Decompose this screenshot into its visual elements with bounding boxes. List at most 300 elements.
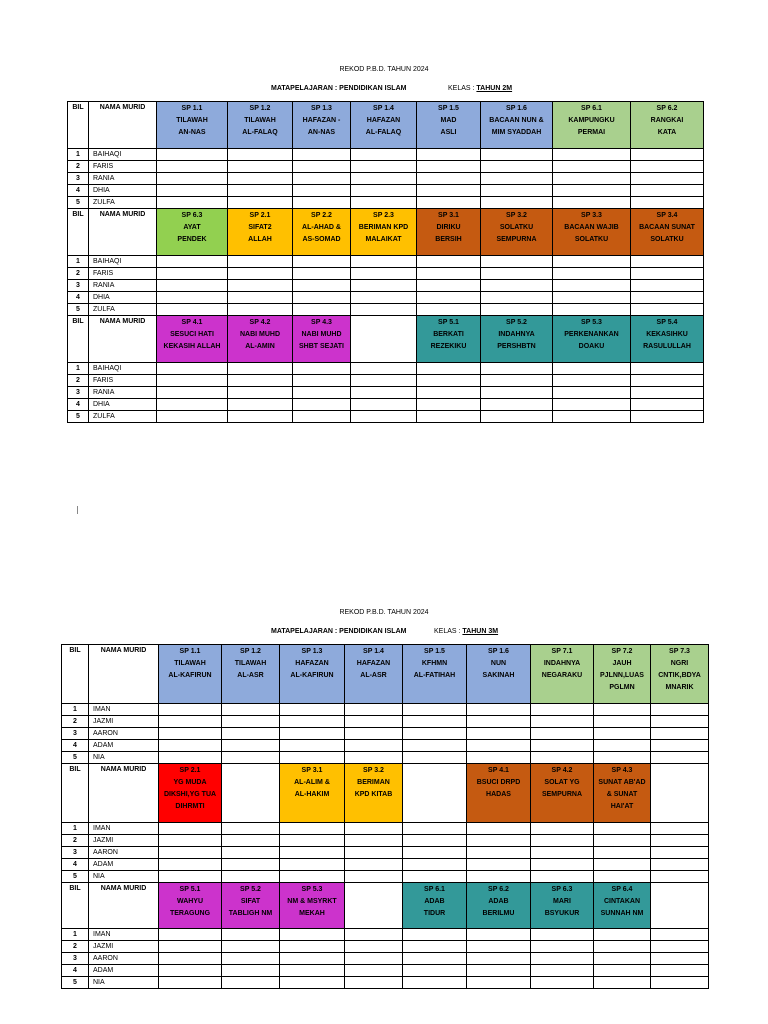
score-cell[interactable] [157,149,228,161]
score-cell[interactable] [351,363,417,375]
score-cell[interactable] [228,161,293,173]
student-row [62,977,709,989]
score-cell[interactable] [345,823,403,835]
score-cell[interactable] [481,173,553,185]
score-cell[interactable] [531,977,594,989]
score-cell[interactable] [403,941,467,953]
score-cell[interactable] [293,280,351,292]
student-number: 4 [62,859,89,871]
score-cell[interactable] [280,716,345,728]
score-cell[interactable] [228,256,293,268]
score-cell[interactable] [351,185,417,197]
score-cell[interactable] [157,375,228,387]
score-cell[interactable] [631,256,704,268]
score-cell[interactable] [467,953,531,965]
score-cell[interactable] [467,740,531,752]
score-cell[interactable] [403,965,467,977]
score-cell[interactable] [417,387,481,399]
score-cell[interactable] [345,740,403,752]
score-cell[interactable] [345,859,403,871]
score-cell[interactable] [594,704,651,716]
score-cell[interactable] [351,149,417,161]
student-row [62,740,709,752]
score-cell[interactable] [631,387,704,399]
score-cell[interactable] [553,387,631,399]
score-cell[interactable] [345,704,403,716]
sp-header-line: KEKASIHKU [646,331,688,338]
sp-header-line: SP 4.1 [488,767,509,774]
student-number: 1 [68,363,89,375]
score-cell[interactable] [222,835,280,847]
score-cell[interactable] [159,953,222,965]
score-cell[interactable] [293,375,351,387]
sp-header-line: SP 3.2 [506,212,527,219]
score-cell[interactable] [651,704,709,716]
score-cell[interactable] [351,173,417,185]
score-cell[interactable] [222,965,280,977]
score-cell[interactable] [594,752,651,764]
score-cell[interactable] [345,716,403,728]
score-cell[interactable] [159,965,222,977]
score-cell[interactable] [417,280,481,292]
score-cell[interactable] [467,728,531,740]
score-cell[interactable] [531,728,594,740]
score-cell[interactable] [403,823,467,835]
score-cell[interactable] [280,871,345,883]
score-cell[interactable] [467,977,531,989]
score-cell[interactable] [467,859,531,871]
score-cell[interactable] [631,161,704,173]
score-cell[interactable] [280,752,345,764]
score-cell[interactable] [159,847,222,859]
score-cell[interactable] [159,704,222,716]
score-cell[interactable] [651,847,709,859]
score-cell[interactable] [222,953,280,965]
score-cell[interactable] [553,197,631,209]
score-cell[interactable] [403,929,467,941]
score-cell[interactable] [403,728,467,740]
score-cell[interactable] [531,835,594,847]
score-cell[interactable] [159,740,222,752]
score-cell[interactable] [222,752,280,764]
score-cell[interactable] [553,304,631,316]
student-number: 3 [68,280,89,292]
score-cell[interactable] [594,823,651,835]
section2-kelas-label: KELAS : [434,628,461,635]
score-cell[interactable] [553,173,631,185]
sp-header-line: SHBT SEJATI [299,343,344,350]
score-cell[interactable] [631,173,704,185]
score-cell[interactable] [531,941,594,953]
score-cell[interactable] [594,728,651,740]
score-cell[interactable] [159,823,222,835]
score-cell[interactable] [594,859,651,871]
sp-header-cell [651,764,709,823]
score-cell[interactable] [222,929,280,941]
score-cell[interactable] [157,292,228,304]
score-cell[interactable] [651,965,709,977]
score-cell[interactable] [222,740,280,752]
score-cell[interactable] [345,728,403,740]
score-cell[interactable] [631,375,704,387]
score-cell[interactable] [651,823,709,835]
score-cell[interactable] [417,411,481,423]
score-cell[interactable] [157,256,228,268]
score-cell[interactable] [157,304,228,316]
score-cell[interactable] [157,387,228,399]
score-cell[interactable] [467,965,531,977]
sp-header-line: SUNAT AB'AD [598,779,646,786]
score-cell[interactable] [467,941,531,953]
score-cell[interactable] [403,871,467,883]
score-cell[interactable] [481,149,553,161]
sp-header-line: SIFAT2 [248,224,272,231]
score-cell[interactable] [481,197,553,209]
score-cell[interactable] [351,280,417,292]
score-cell[interactable] [651,752,709,764]
score-cell[interactable] [345,752,403,764]
score-cell[interactable] [594,929,651,941]
score-cell[interactable] [157,173,228,185]
score-cell[interactable] [228,292,293,304]
score-cell[interactable] [228,375,293,387]
student-name: NIA [89,752,159,764]
sp-header-cell [280,645,345,704]
score-cell[interactable] [651,728,709,740]
score-cell[interactable] [345,929,403,941]
score-cell[interactable] [467,847,531,859]
score-cell[interactable] [345,835,403,847]
student-row [68,268,704,280]
score-cell[interactable] [417,268,481,280]
score-cell[interactable] [159,752,222,764]
score-cell[interactable] [467,835,531,847]
score-cell[interactable] [228,399,293,411]
sp-header-cell [280,883,345,929]
score-cell[interactable] [594,871,651,883]
score-cell[interactable] [531,740,594,752]
score-cell[interactable] [417,399,481,411]
score-cell[interactable] [631,280,704,292]
score-cell[interactable] [467,752,531,764]
score-cell[interactable] [531,859,594,871]
score-cell[interactable] [157,268,228,280]
sp-header-line: INDAHNYA [543,660,581,667]
score-cell[interactable] [222,859,280,871]
score-cell[interactable] [222,823,280,835]
score-cell[interactable] [631,185,704,197]
score-cell[interactable] [403,752,467,764]
student-row [68,185,704,197]
sp-header-cell [553,209,631,256]
score-cell[interactable] [222,977,280,989]
score-cell[interactable] [531,823,594,835]
score-cell[interactable] [351,268,417,280]
score-cell[interactable] [417,304,481,316]
score-cell[interactable] [531,752,594,764]
score-cell[interactable] [651,859,709,871]
score-cell[interactable] [594,716,651,728]
score-cell[interactable] [159,977,222,989]
score-cell[interactable] [345,871,403,883]
score-cell[interactable] [159,929,222,941]
score-cell[interactable] [280,847,345,859]
sp-header-cell [280,764,345,823]
score-cell[interactable] [417,363,481,375]
score-cell[interactable] [351,292,417,304]
score-cell[interactable] [293,363,351,375]
score-cell[interactable] [345,977,403,989]
score-cell[interactable] [345,965,403,977]
score-cell[interactable] [531,953,594,965]
score-cell[interactable] [293,185,351,197]
score-cell[interactable] [293,268,351,280]
score-cell[interactable] [351,375,417,387]
sp-header-line: DIHRMTI [175,803,205,810]
score-cell[interactable] [228,185,293,197]
score-cell[interactable] [651,977,709,989]
score-cell[interactable] [157,363,228,375]
score-cell[interactable] [403,953,467,965]
score-cell[interactable] [651,953,709,965]
score-cell[interactable] [159,859,222,871]
score-cell[interactable] [531,704,594,716]
score-cell[interactable] [467,716,531,728]
score-cell[interactable] [417,375,481,387]
score-cell[interactable] [631,292,704,304]
score-cell[interactable] [467,929,531,941]
score-cell[interactable] [345,941,403,953]
score-cell[interactable] [631,268,704,280]
header-row [62,883,709,929]
sp-header-line: BSUCI DRPD [476,779,521,786]
score-cell[interactable] [157,399,228,411]
score-cell[interactable] [594,941,651,953]
score-cell[interactable] [403,740,467,752]
score-cell[interactable] [481,280,553,292]
score-cell[interactable] [293,173,351,185]
score-cell[interactable] [280,835,345,847]
score-cell[interactable] [481,387,553,399]
score-cell[interactable] [157,185,228,197]
score-cell[interactable] [159,728,222,740]
score-cell[interactable] [651,716,709,728]
score-cell[interactable] [159,941,222,953]
score-cell[interactable] [481,292,553,304]
score-cell[interactable] [403,704,467,716]
score-cell[interactable] [228,197,293,209]
score-cell[interactable] [553,161,631,173]
score-cell[interactable] [531,929,594,941]
score-cell[interactable] [481,185,553,197]
score-cell[interactable] [417,256,481,268]
score-cell[interactable] [481,161,553,173]
score-cell[interactable] [531,871,594,883]
score-cell[interactable] [293,399,351,411]
score-cell[interactable] [651,740,709,752]
score-cell[interactable] [280,977,345,989]
score-cell[interactable] [553,375,631,387]
score-cell[interactable] [651,871,709,883]
sp-header-cell [481,102,553,149]
score-cell[interactable] [467,704,531,716]
score-cell[interactable] [293,161,351,173]
score-cell[interactable] [553,149,631,161]
score-cell[interactable] [481,268,553,280]
header-row [68,102,704,149]
sp-header-line: BSYUKUR [544,910,580,917]
score-cell[interactable] [403,716,467,728]
score-cell[interactable] [631,149,704,161]
score-cell[interactable] [280,704,345,716]
score-cell[interactable] [351,399,417,411]
score-cell[interactable] [228,268,293,280]
score-cell[interactable] [293,292,351,304]
score-cell[interactable] [228,173,293,185]
sp-header-line: SP 3.1 [301,767,323,774]
score-cell[interactable] [651,941,709,953]
student-row [68,375,704,387]
section2-title: REKOD P.B.D. TAHUN 2024 [339,609,429,616]
score-cell[interactable] [403,847,467,859]
score-cell[interactable] [594,740,651,752]
score-cell[interactable] [467,871,531,883]
score-cell[interactable] [531,847,594,859]
score-cell[interactable] [159,871,222,883]
student-number: 5 [68,411,89,423]
score-cell[interactable] [553,411,631,423]
score-cell[interactable] [631,399,704,411]
score-cell[interactable] [228,149,293,161]
score-cell[interactable] [222,704,280,716]
score-cell[interactable] [228,280,293,292]
score-cell[interactable] [345,953,403,965]
score-cell[interactable] [467,823,531,835]
sp-header-line: SP 5.4 [656,319,678,326]
score-cell[interactable] [481,411,553,423]
score-cell[interactable] [351,304,417,316]
score-cell[interactable] [417,185,481,197]
sp-header-line: NGRI [670,660,689,667]
score-cell[interactable] [417,173,481,185]
score-cell[interactable] [651,835,709,847]
score-cell[interactable] [553,280,631,292]
score-cell[interactable] [553,185,631,197]
sp-header-line: BERSIH [435,236,462,243]
sp-header-line: SP 7.2 [611,648,633,655]
score-cell[interactable] [403,835,467,847]
score-cell[interactable] [280,965,345,977]
score-cell[interactable] [293,149,351,161]
score-cell[interactable] [594,953,651,965]
score-cell[interactable] [222,941,280,953]
score-cell[interactable] [157,161,228,173]
sp-header-cell [157,316,228,363]
score-cell[interactable] [631,411,704,423]
score-cell[interactable] [280,929,345,941]
score-cell[interactable] [403,859,467,871]
score-cell[interactable] [228,304,293,316]
score-cell[interactable] [403,977,467,989]
score-cell[interactable] [594,835,651,847]
sp-header-line: SP 3.4 [656,212,678,219]
score-cell[interactable] [553,363,631,375]
score-cell[interactable] [481,304,553,316]
student-name: RANIA [89,280,157,292]
score-cell[interactable] [417,161,481,173]
score-cell[interactable] [531,716,594,728]
sp-header-cell [345,764,403,823]
score-cell[interactable] [631,304,704,316]
score-cell[interactable] [417,149,481,161]
score-cell[interactable] [594,847,651,859]
score-cell[interactable] [222,847,280,859]
score-cell[interactable] [553,256,631,268]
score-cell[interactable] [293,411,351,423]
score-cell[interactable] [351,387,417,399]
score-cell[interactable] [280,953,345,965]
score-cell[interactable] [553,268,631,280]
sp-header-line: SP 5.1 [179,886,201,893]
score-cell[interactable] [631,197,704,209]
sp-header-line: PERMAI [577,129,606,136]
score-cell[interactable] [351,197,417,209]
score-cell[interactable] [351,256,417,268]
score-cell[interactable] [280,728,345,740]
score-cell[interactable] [293,256,351,268]
score-cell[interactable] [481,375,553,387]
sp-header-line: HADAS [486,791,511,798]
score-cell[interactable] [157,411,228,423]
score-cell[interactable] [222,871,280,883]
score-cell[interactable] [293,304,351,316]
sp-header-line: AL-KAFIRUN [168,672,212,679]
score-cell[interactable] [594,965,651,977]
score-cell[interactable] [651,929,709,941]
score-cell[interactable] [345,847,403,859]
score-cell[interactable] [293,387,351,399]
score-cell[interactable] [228,387,293,399]
score-cell[interactable] [159,835,222,847]
score-cell[interactable] [553,292,631,304]
score-cell[interactable] [228,363,293,375]
score-cell[interactable] [417,197,481,209]
score-cell[interactable] [481,399,553,411]
score-cell[interactable] [351,411,417,423]
score-cell[interactable] [481,363,553,375]
score-cell[interactable] [228,411,293,423]
score-cell[interactable] [280,941,345,953]
score-cell[interactable] [280,859,345,871]
score-cell[interactable] [280,823,345,835]
score-cell[interactable] [531,965,594,977]
score-cell[interactable] [594,977,651,989]
score-cell[interactable] [417,292,481,304]
score-cell[interactable] [157,197,228,209]
score-cell[interactable] [280,740,345,752]
sp-header-cell [222,645,280,704]
score-cell[interactable] [159,716,222,728]
score-cell[interactable] [351,161,417,173]
score-cell[interactable] [481,256,553,268]
score-cell[interactable] [157,280,228,292]
sp-header-line: PGLMN [609,684,635,691]
score-cell[interactable] [222,728,280,740]
score-cell[interactable] [222,716,280,728]
score-cell[interactable] [293,197,351,209]
score-cell[interactable] [631,363,704,375]
score-cell[interactable] [553,399,631,411]
